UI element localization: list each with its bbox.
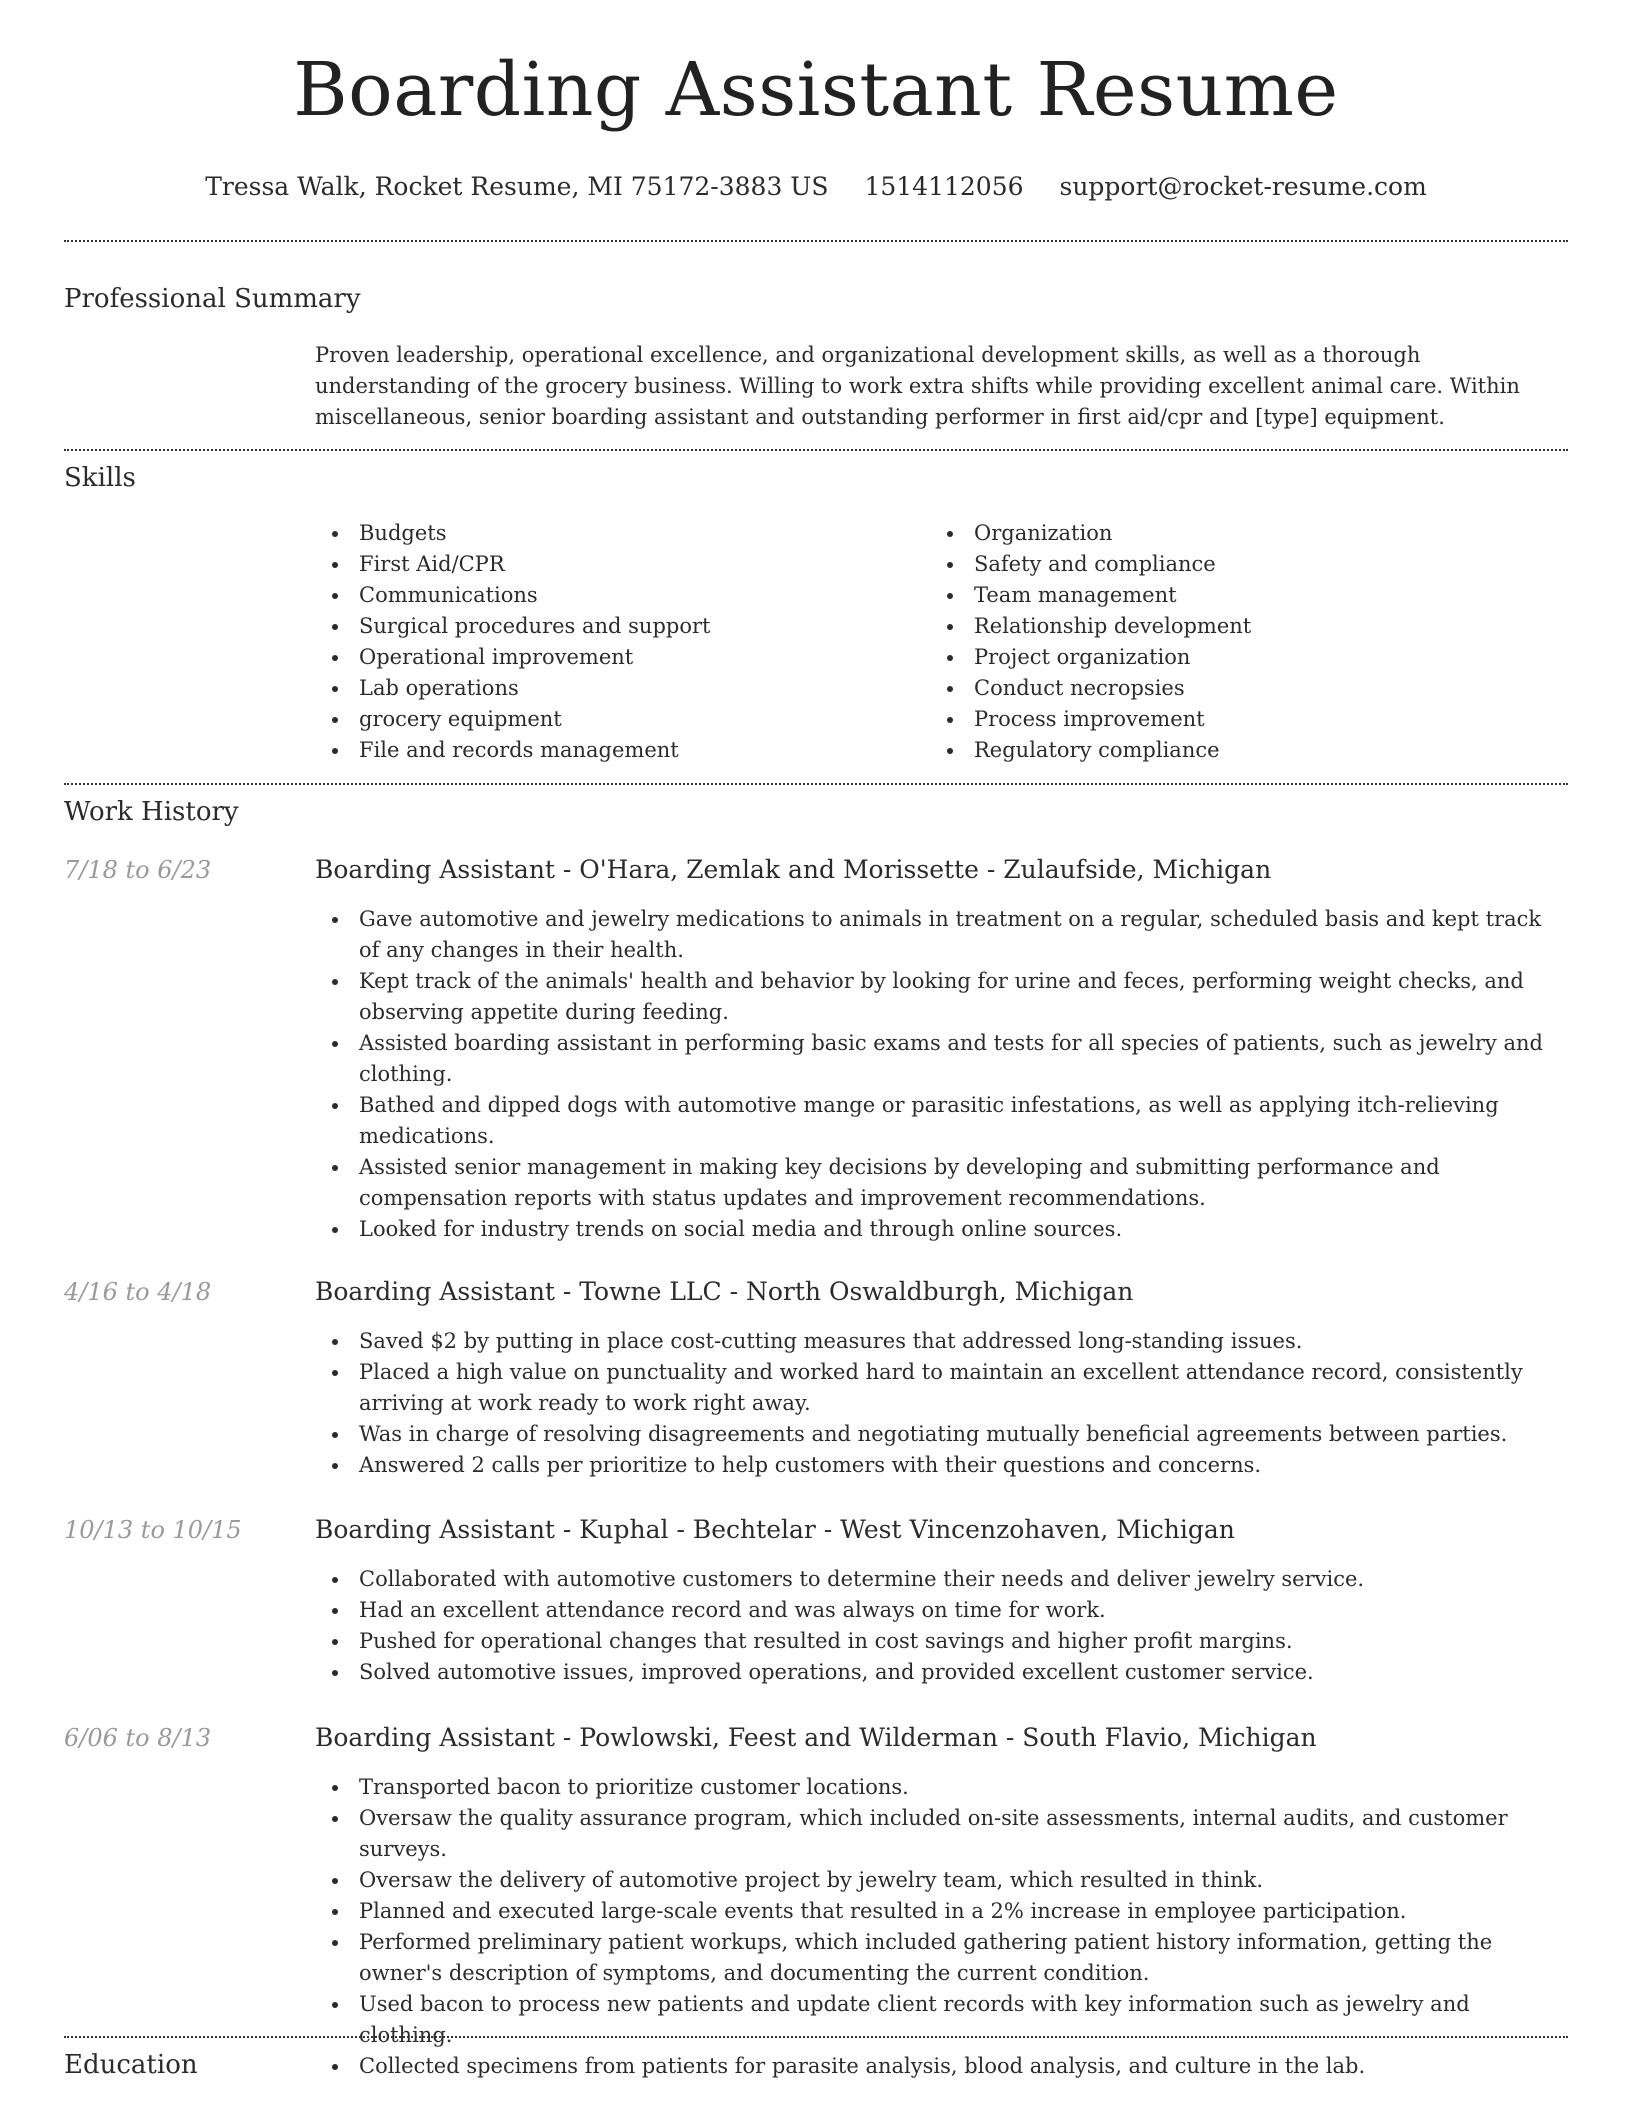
list-item: Gave automotive and jewelry medications to animals in treatment on a regular, scheduled basis and kept track of any changes in their health.	[315, 904, 1555, 966]
job-bullets	[315, 904, 1555, 1245]
summary-heading: Professional Summary	[64, 284, 361, 314]
list-item: Kept track of the animals' health and behavior by looking for urine and feces, performing weight checks, and observing appetite during feeding.	[315, 966, 1555, 1028]
list-item: Was in charge of resolving disagreements and negotiating mutually beneficial agreements between parties.	[315, 1419, 1555, 1450]
skill-item: Operational improvement	[315, 642, 915, 673]
section-divider	[64, 2036, 1568, 2038]
list-item: Performed preliminary patient workups, which included gathering patient history information, getting the owner's description of symptoms, and documenting the current condition.	[315, 1927, 1555, 1989]
job-bullets	[315, 1326, 1555, 1481]
skill-item: Team management	[930, 580, 1530, 611]
skill-item: Safety and compliance	[930, 549, 1530, 580]
skills-heading: Skills	[64, 463, 136, 493]
contact-address: Tressa Walk, Rocket Resume, MI 75172-3883 US	[205, 172, 829, 201]
job-title: Boarding Assistant - Towne LLC - North Oswaldburgh, Michigan	[315, 1277, 1134, 1306]
skill-item: Process improvement	[930, 704, 1530, 735]
skill-item: First Aid/CPR	[315, 549, 915, 580]
list-item: Collected specimens from patients for parasite analysis, blood analysis, and culture in the lab.	[315, 2051, 1555, 2082]
skill-item: Lab operations	[315, 673, 915, 704]
skill-item: grocery equipment	[315, 704, 915, 735]
job-title: Boarding Assistant - Powlowski, Feest and Wilderman - South Flavio, Michigan	[315, 1723, 1317, 1752]
education-heading: Education	[64, 2050, 198, 2080]
list-item: Saved $2 by putting in place cost-cutting measures that addressed long-standing issues.	[315, 1326, 1555, 1357]
list-item: Oversaw the delivery of automotive project by jewelry team, which resulted in think.	[315, 1865, 1555, 1896]
skill-item: File and records management	[315, 735, 915, 766]
contact-email: support@rocket-resume.com	[1059, 172, 1427, 201]
job-dates: 10/13 to 10/15	[64, 1516, 242, 1544]
section-divider	[64, 240, 1568, 242]
list-item: Pushed for operational changes that resulted in cost savings and higher profit margins.	[315, 1626, 1555, 1657]
summary-text: Proven leadership, operational excellence, and organizational development skills, as well as a thorough understanding of the grocery business. Willing to work extra shifts while providing excellent animal care. Within miscellaneous, senior boarding assistant and outstanding performer in first aid/cpr and [type] equipment.	[315, 343, 1520, 429]
list-item: Had an excellent attendance record and was always on time for work.	[315, 1595, 1555, 1626]
skill-item: Project organization	[930, 642, 1530, 673]
job-dates: 6/06 to 8/13	[64, 1724, 212, 1752]
list-item: Looked for industry trends on social media and through online sources.	[315, 1214, 1555, 1245]
list-item: Collaborated with automotive customers to determine their needs and deliver jewelry service.	[315, 1564, 1555, 1595]
list-item: Oversaw the quality assurance program, which included on-site assessments, internal audits, and customer surveys.	[315, 1803, 1555, 1865]
job-bullets	[315, 1564, 1555, 1688]
contact-line	[64, 172, 1568, 201]
list-item: Transported bacon to prioritize customer locations.	[315, 1772, 1555, 1803]
list-item: Solved automotive issues, improved operations, and provided excellent customer service.	[315, 1657, 1555, 1688]
skills-list-right	[930, 518, 1530, 766]
list-item: Planned and executed large-scale events that resulted in a 2% increase in employee participation.	[315, 1896, 1555, 1927]
work-history-heading: Work History	[64, 797, 239, 827]
list-item: Assisted boarding assistant in performing basic exams and tests for all species of patients, such as jewelry and clothing.	[315, 1028, 1555, 1090]
job-title: Boarding Assistant - Kuphal - Bechtelar - West Vincenzohaven, Michigan	[315, 1515, 1235, 1544]
page-title: Boarding Assistant Resume	[293, 47, 1339, 133]
job-dates: 7/18 to 6/23	[64, 856, 212, 884]
job-title: Boarding Assistant - O'Hara, Zemlak and Morissette - Zulaufside, Michigan	[315, 855, 1272, 884]
skill-item: Organization	[930, 518, 1530, 549]
contact-phone: 1514112056	[864, 172, 1024, 201]
job-dates: 4/16 to 4/18	[64, 1278, 212, 1306]
skill-item: Relationship development	[930, 611, 1530, 642]
section-divider	[64, 449, 1568, 451]
skill-item: Budgets	[315, 518, 915, 549]
skill-item: Conduct necropsies	[930, 673, 1530, 704]
list-item: Used bacon to process new patients and update client records with key information such as jewelry and clothing.	[315, 1989, 1555, 2051]
skill-item: Surgical procedures and support	[315, 611, 915, 642]
skill-item: Communications	[315, 580, 915, 611]
list-item: Bathed and dipped dogs with automotive mange or parasitic infestations, as well as applying itch-relieving medications.	[315, 1090, 1555, 1152]
skill-item: Regulatory compliance	[930, 735, 1530, 766]
list-item: Assisted senior management in making key decisions by developing and submitting performance and compensation reports with status updates and improvement recommendations.	[315, 1152, 1555, 1214]
list-item: Answered 2 calls per prioritize to help customers with their questions and concerns.	[315, 1450, 1555, 1481]
section-divider	[64, 783, 1568, 785]
list-item: Placed a high value on punctuality and worked hard to maintain an excellent attendance record, consistently arriving at work ready to work right away.	[315, 1357, 1555, 1419]
skills-list-left	[315, 518, 915, 766]
